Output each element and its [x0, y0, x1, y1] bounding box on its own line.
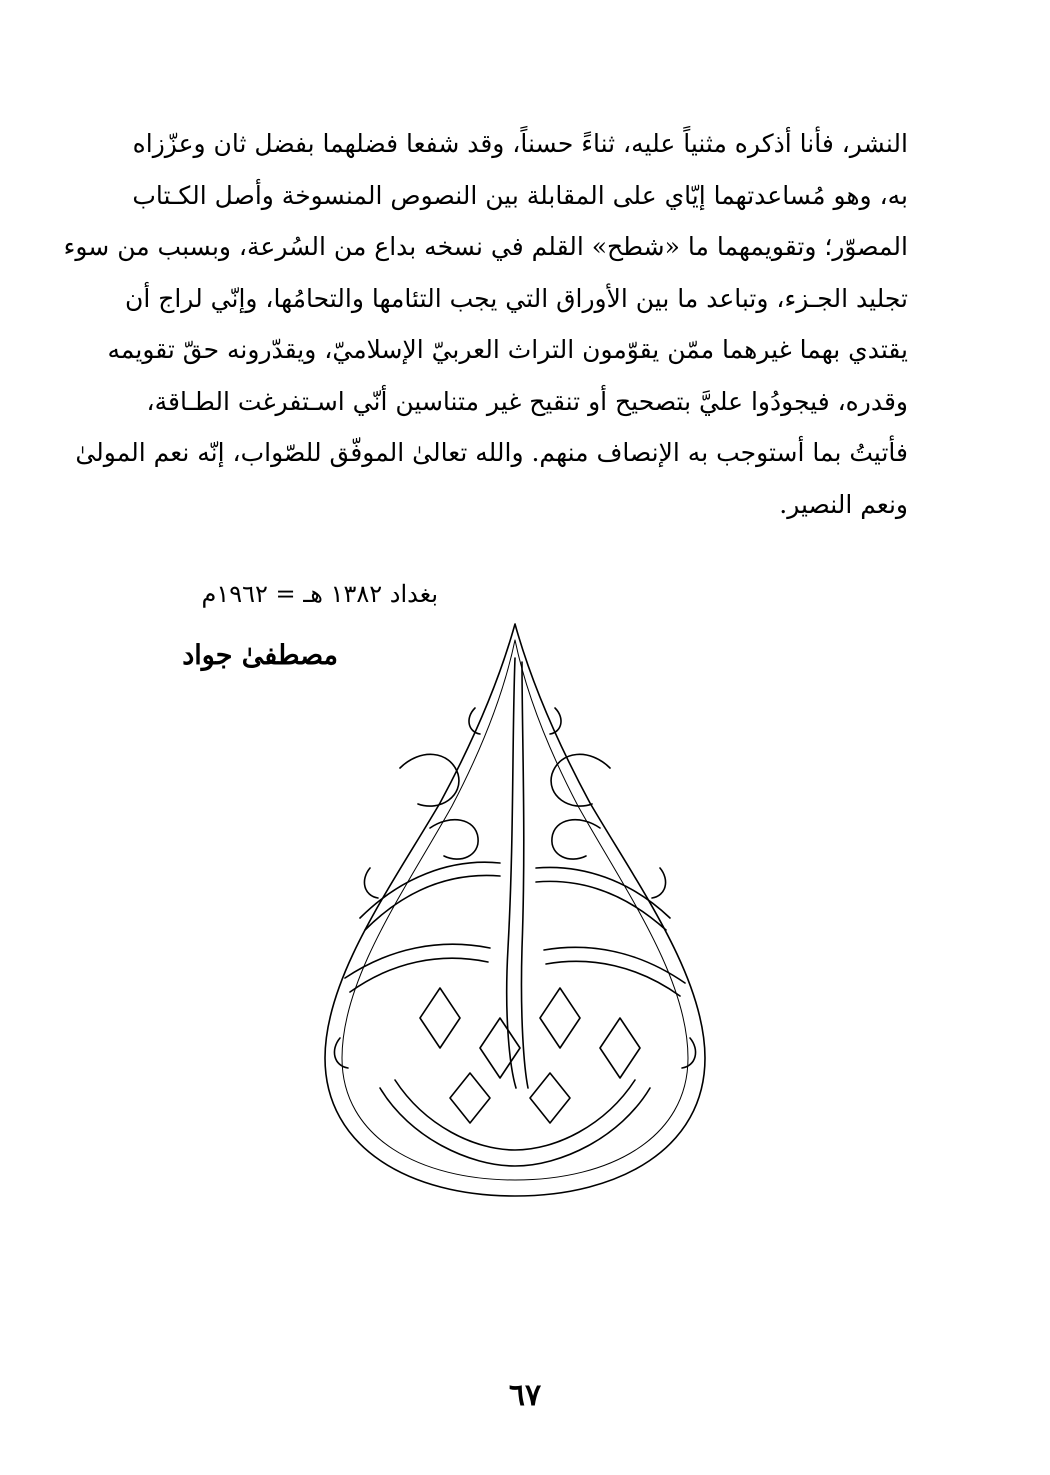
- body-line: يقتدي بهما غيرهما ممّن يقوّمون التراث العربيّ الإسلاميّ، ويقدّرونه حقّ تقويمه: [107, 335, 908, 364]
- page-number: ٦٧: [508, 1378, 542, 1413]
- body-line: تجليد الجـزء، وتباعد ما بين الأوراق التي يجب التئامها والتحامُها، وإنّي لراج أن: [124, 283, 908, 313]
- body-line: به، وهو مُساعدتهما إيّاي على المقابلة بين النصوص المنسوخة وأصل الكـتاب: [132, 180, 908, 210]
- place-date: بغداد ١٣٨٢ هـ = ١٩٦٢م: [201, 580, 438, 608]
- calligraphy-drop-emblem: [300, 618, 730, 1203]
- author-name: مصطفىٰ جواد: [182, 640, 338, 671]
- body-line: النشر، فأنا أذكره مثنياً عليه، ثناءً حسناً، وقد شفعا فضلهما بفضل ثان وعزّزاه: [132, 129, 908, 158]
- body-paragraph: [63, 118, 908, 530]
- body-line: المصوّر؛ وتقويمهما ما «شطح» القلم في نسخه بداع من السُرعة، وبسبب من سوء: [63, 232, 908, 261]
- body-line: ونعم النصير.: [779, 489, 908, 519]
- body-line: فأتيتُ بما أستوجب به الإنصاف منهم. والله تعالىٰ الموفّق للصّواب، إنّه نعم المولىٰ: [75, 438, 908, 467]
- body-line: وقدره، فيجودُوا عليَّ بتصحيح أو تنقيح غير متناسين أنّي اسـتفرغت الطـاقة،: [146, 386, 908, 416]
